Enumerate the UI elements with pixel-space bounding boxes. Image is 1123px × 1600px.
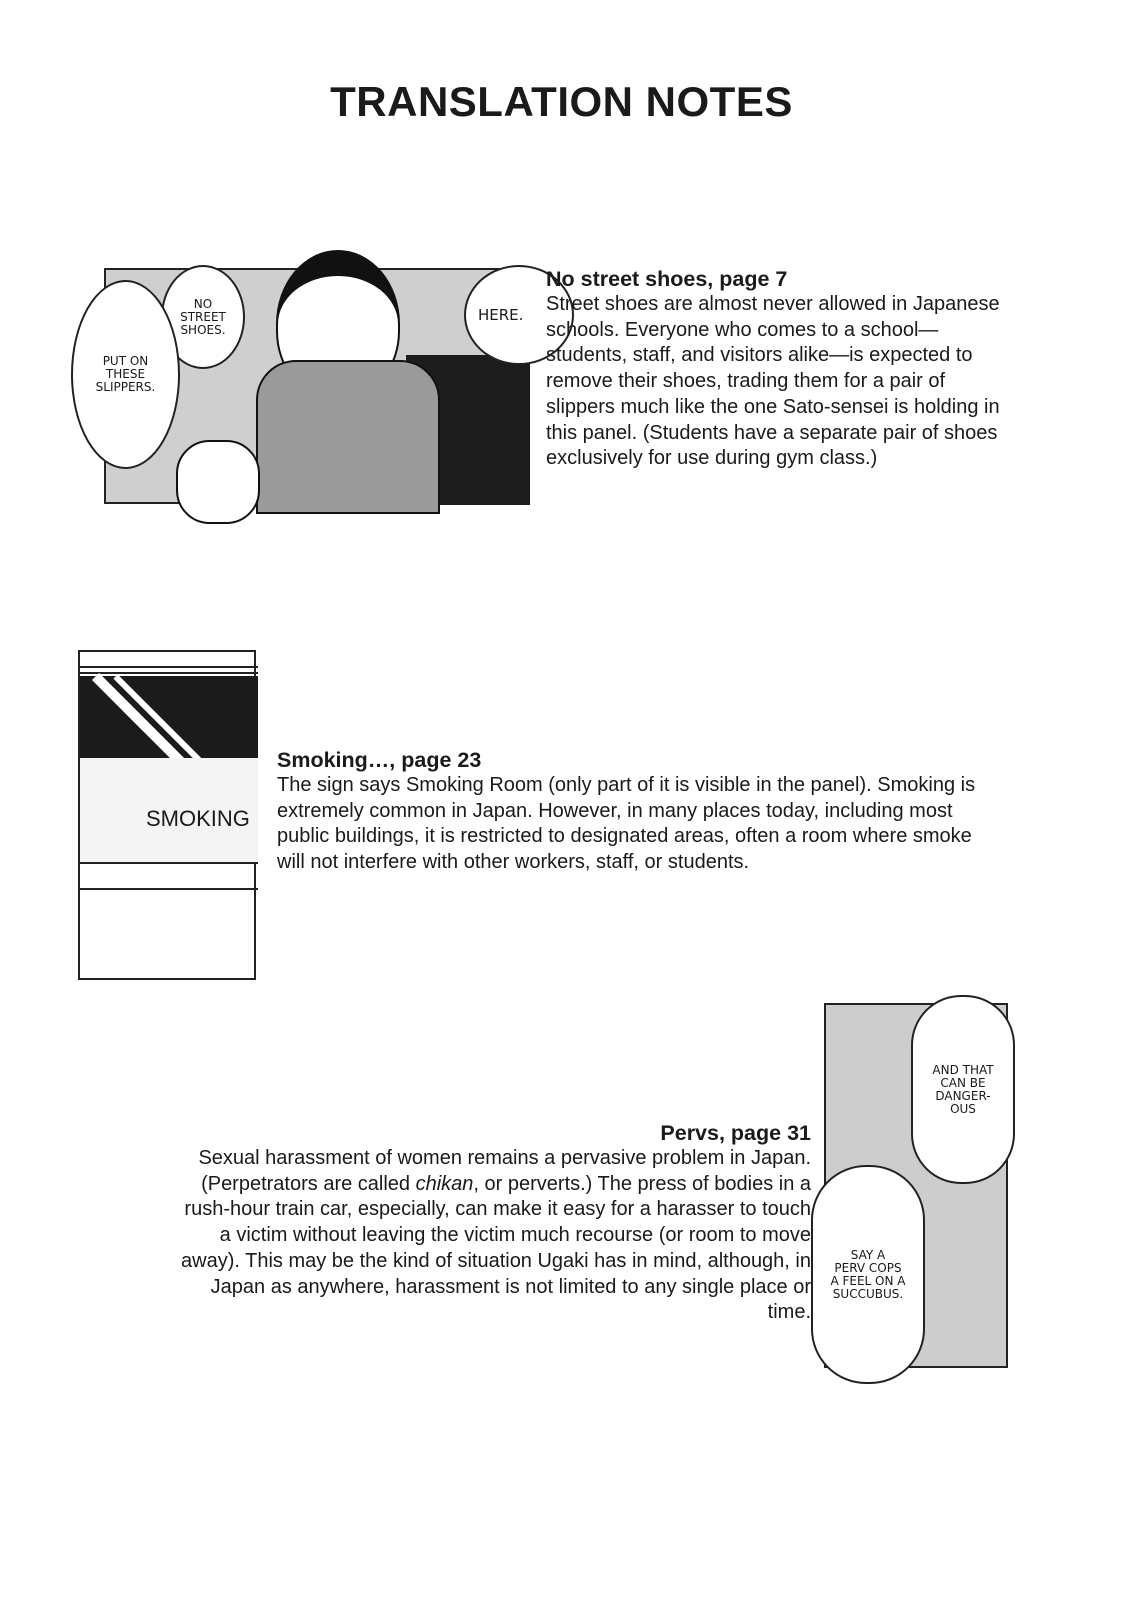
note-body-text: Sexual harassment of women remains a pervasive problem in Japan. (Perpetrators are called [198, 1147, 811, 1195]
manga-panel-pervs [824, 1003, 1008, 1368]
ceiling-line [80, 666, 258, 674]
note-body: The sign says Smoking Room (only part of it is visible in the panel). Smoking is extremely common in Japan. However, in many places today, including most public buildings, it is restricted to designated areas, often a room where smoke will not interfere with other workers, staff, or students. [277, 774, 976, 874]
smoking-sign-text: SMOKING [146, 806, 250, 831]
note-body [170, 1146, 811, 1326]
speech-bubble: NO STREET SHOES. [161, 265, 245, 369]
dark-band [80, 676, 258, 758]
note-street-shoes [546, 266, 1016, 472]
character-jacket [256, 360, 440, 514]
speech-bubble: AND THAT CAN BE DANGER- OUS [911, 995, 1015, 1184]
note-body: Street shoes are almost never allowed in Japanese schools. Everyone who comes to a school—students, staff, and visitors alike—is expected to remove their shoes, trading them for a pair of slippers much like the one Sato-sensei is holding in this panel. (Students have a separate pair of shoes exclusively for use during gym class.) [546, 293, 1000, 470]
page-title: TRANSLATION NOTES [330, 78, 793, 125]
lower-band [80, 888, 258, 890]
note-heading: Pervs, page 31 [660, 1121, 811, 1145]
note-pervs [170, 1120, 811, 1326]
speech-bubble: PUT ON THESE SLIPPERS. [71, 280, 180, 469]
speech-bubble: SAY A PERV COPS A FEEL ON A SUCCUBUS. [811, 1165, 925, 1384]
note-body-italic-term: chikan [415, 1172, 474, 1195]
note-body-text: , or perverts.) The press of bodies in a rush-hour train car, especially, can make it easy for a harasser to touch a victim without leaving the victim much recourse (or room to move away). This may be the kind of situation Ugaki has in mind, although, in Japan as anywhere, harassment is not limited to any single place or time. [181, 1172, 811, 1324]
speech-bubble: HERE. [464, 265, 574, 365]
slipper [176, 440, 260, 524]
note-heading: No street shoes, page 7 [546, 267, 788, 291]
manga-panel-street-shoes [95, 268, 528, 504]
note-smoking [277, 747, 977, 876]
note-heading: Smoking…, page 23 [277, 748, 482, 772]
manga-panel-smoking [78, 650, 256, 980]
